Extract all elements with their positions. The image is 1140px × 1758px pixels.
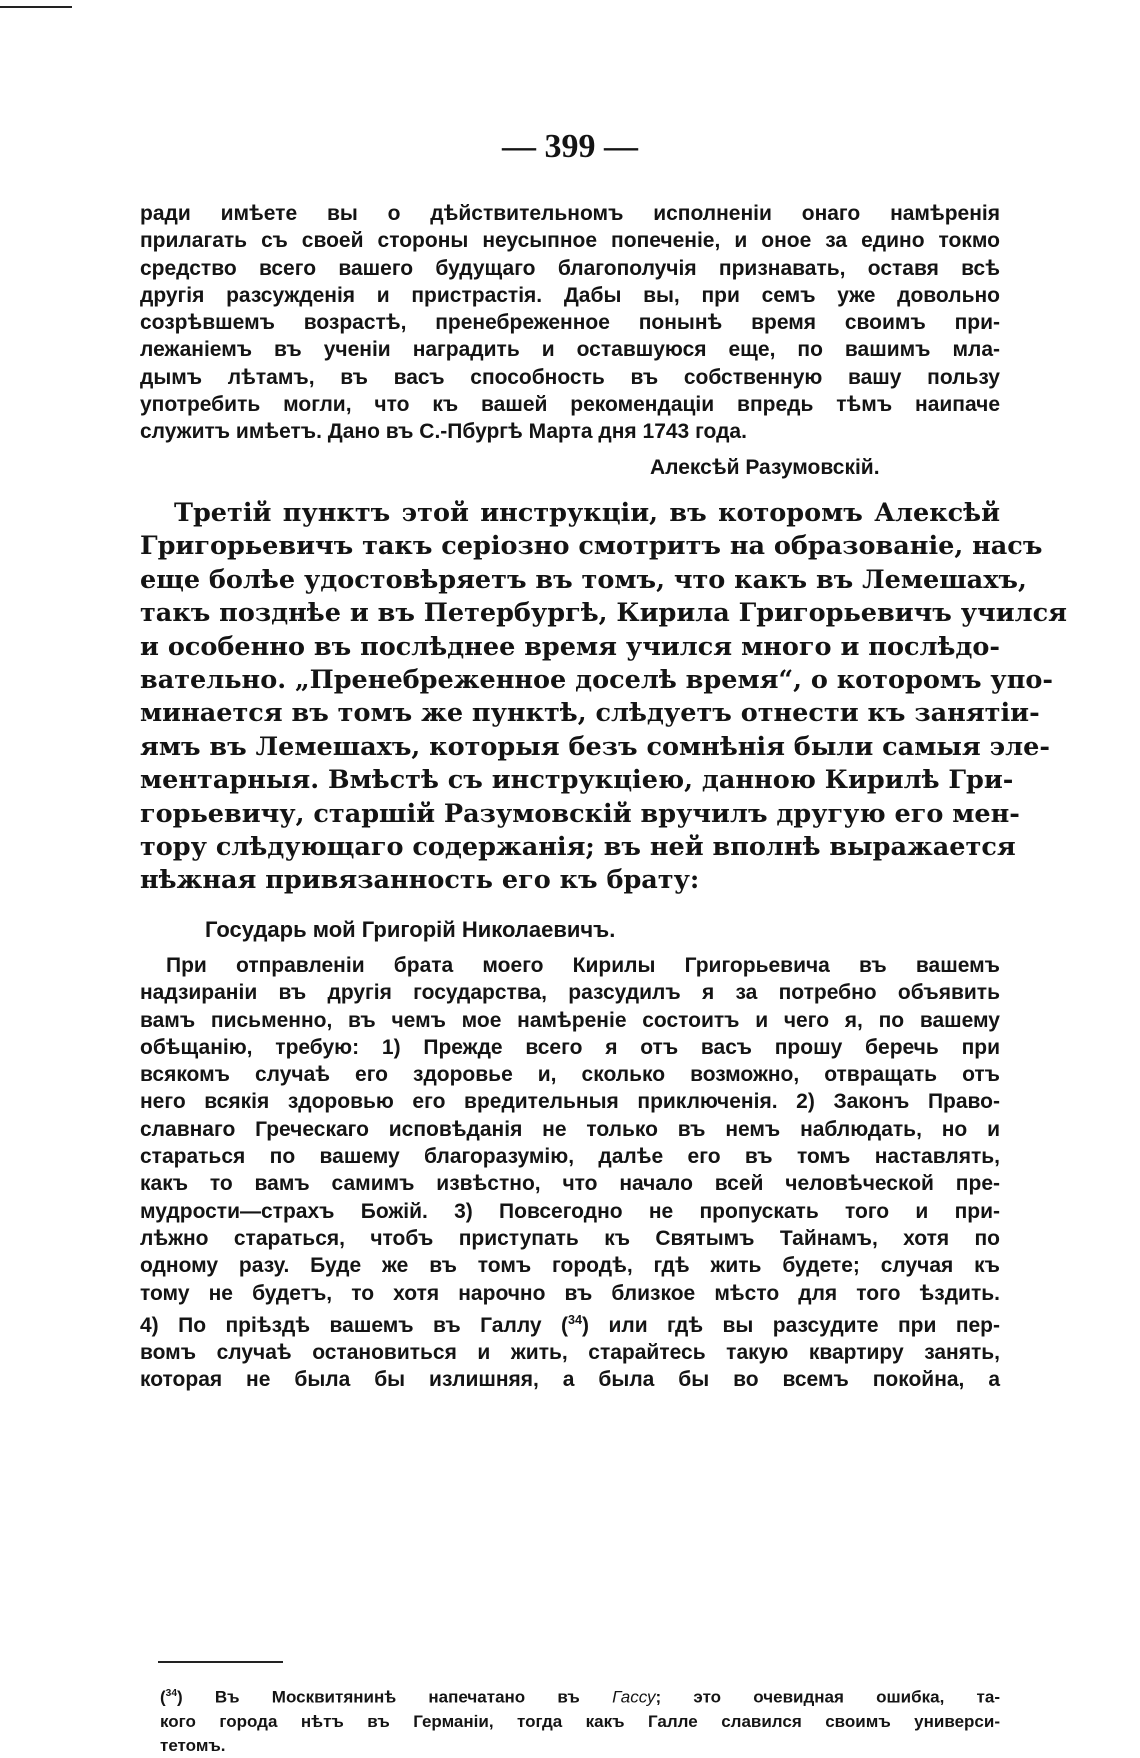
footnote-text: ; это очевидная ошибка, та- — [655, 1687, 1000, 1707]
corner-rule — [0, 6, 72, 8]
footnote-reference[interactable]: 34 — [568, 1312, 583, 1327]
letter2-line: всякомъ случаѣ его здоровье и, сколько возможно, отвращать отъ — [140, 1063, 1000, 1087]
letter1-line: служитъ имѣетъ. Дано въ С.-Пбургѣ Марта дня 1743 года. — [140, 420, 747, 444]
letter1-line: созрѣвшемъ возрастѣ, пренебреженное понынѣ время своимъ при- — [140, 311, 1000, 335]
letter2-line-part: ) или гдѣ вы разсудите при пер- — [582, 1313, 1000, 1337]
letter2-salutation: Государь мой Григорій Николаевичъ. — [205, 917, 616, 942]
commentary-body — [140, 497, 1067, 898]
letter2-line: тому не будетъ, то хотя нарочно въ близкое мѣсто для того ѣздить. — [140, 1281, 1000, 1305]
commentary-line: вательно. „Пренебреженное доселѣ время“, о которомъ упо- — [140, 665, 1053, 696]
footnote-marker: 34 — [165, 1688, 178, 1699]
footnote-divider — [158, 1661, 283, 1663]
letter1-body — [140, 200, 1000, 446]
letter2-line-part: 4) По пріѣздѣ вашемъ въ Галлу ( — [140, 1313, 568, 1337]
commentary-line: горьевичу, старшій Разумовскій вручилъ другую его мен- — [140, 798, 1020, 829]
letter2-line: славнаго Греческаго исповѣданія не только въ немъ наблюдать, но и — [140, 1117, 1000, 1141]
letter1-line: средство всего вашего будущаго благополучія признавать, оставя всѣ — [140, 256, 1000, 280]
commentary-line: ментарныя. Вмѣстѣ съ инструкціею, данною Кирилѣ Гри- — [140, 765, 1014, 796]
letter2-line: При отправленіи брата моего Кирилы Григорьевича въ вашемъ — [166, 954, 1000, 977]
letter1-signature: Алексѣй Разумовскій. — [650, 456, 880, 479]
commentary-line: такъ позднѣе и въ Петербургѣ, Кирила Григорьевичъ учился — [140, 598, 1067, 629]
commentary-line: минается въ томъ же пунктѣ, слѣдуетъ отнести къ занятіи- — [140, 698, 1040, 729]
letter2-line: вамъ письменно, въ чемъ мое намѣреніе состоитъ и чего я, по вашему — [140, 1008, 1000, 1032]
commentary-line: Григорьевичъ такъ серіозно смотритъ на образованіе, насъ — [140, 531, 1043, 562]
footnote-line: ($^{34}$) Въ Москвитянинѣ напечатано въ Гассу; это очевидная ошибка, та- — [160, 1687, 1000, 1707]
letter2-line: стараться по вашему благоразумію, далѣе его въ томъ наставлять, — [140, 1145, 1000, 1169]
letter1-line: лежаніемъ въ ученіи наградить и оставшуюся еще, по вашимъ мла- — [140, 338, 1000, 362]
letter2-line: вомъ случаѣ остановиться и жить, старайтесь такую квартиру занять, — [140, 1341, 1000, 1365]
letter2-line: мудрости—страхъ Божій. 3) Повсегодно не пропускать того и при- — [140, 1199, 1000, 1223]
commentary-line: Третій пунктъ этой инструкціи, въ которомъ Алексѣй — [174, 498, 1000, 528]
letter2-line-footnote-ref — [140, 1307, 1000, 1339]
letter2-line: лѣжно стараться, чтобъ приступать къ Святымъ Тайнамъ, хотя по — [140, 1226, 1000, 1250]
letter1-line: прилагать съ своей стороны неусыпное попеченіе, и оное за едино токмо — [140, 229, 1000, 253]
footnote-line: тетомъ. — [160, 1735, 226, 1755]
footnote — [160, 1682, 1000, 1758]
letter2-body — [140, 952, 1000, 1394]
letter2-line: одному разу. Буде же въ томъ городѣ, гдѣ жить будете; случая къ — [140, 1254, 1000, 1278]
letter1-line: употребить могли, что къ вашей рекомендаціи впредь тѣмъ наипаче — [140, 393, 1000, 417]
commentary-line: еще болѣе удостовѣряетъ въ томъ, что какъ въ Лемешахъ, — [140, 564, 1027, 595]
letter2-line: какъ то вамъ самимъ извѣстно, что начало всей человѣческой пре- — [140, 1172, 1000, 1196]
letter2-line: обѣщанію, требую: 1) Прежде всего я отъ васъ прошу беречь при — [140, 1035, 1000, 1059]
letter2-line: него всякія здоровью его вредительныя приключенія. 2) Законъ Право- — [140, 1090, 1000, 1114]
commentary-line: и особенно въ послѣднее время учился много и послѣдо- — [140, 631, 1000, 662]
page-number: — 399 — — [502, 128, 638, 165]
footnote-line: кого города нѣтъ въ Германіи, тогда какъ Галле славился своимъ универси- — [160, 1711, 1000, 1731]
footnote-text: ) Въ Москвитянинѣ напечатано въ — [177, 1687, 613, 1707]
commentary-line: нѣжная привязанность его къ брату: — [140, 865, 700, 896]
letter1-line: ради имѣете вы о дѣйствительномъ исполненіи онаго намѣренія — [140, 202, 1000, 225]
footnote-emphasis: Гассу — [612, 1687, 656, 1707]
letter1-line: другія разсужденія и пристрастія. Дабы вы, при семъ уже довольно — [140, 283, 1000, 307]
commentary-line: ямъ въ Лемешахъ, которыя безъ сомнѣнія были самыя эле- — [140, 731, 1050, 762]
letter1-line: дымъ лѣтамъ, въ васъ способность въ собственную вашу пользу — [140, 365, 1000, 389]
commentary-line: тору слѣдующаго содержанія; въ ней вполнѣ выражается — [140, 832, 1016, 863]
letter2-line: которая не была бы излишняя, а была бы во всемъ покойна, а — [140, 1368, 1000, 1392]
letter2-line: надзираніи въ другія государства, разсудилъ я за потребно объявить — [140, 981, 1000, 1005]
